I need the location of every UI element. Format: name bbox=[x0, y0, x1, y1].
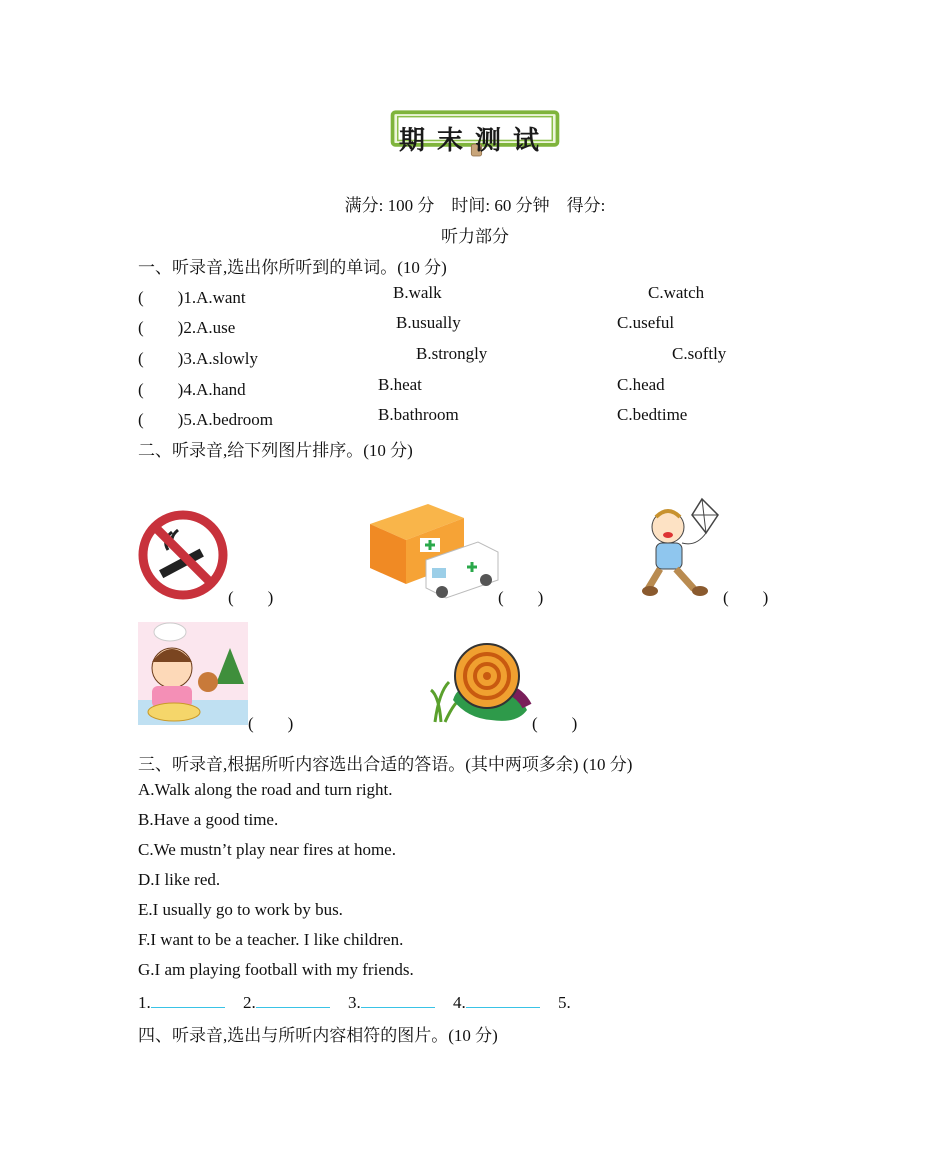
part3-option-g: G.I am playing football with my friends. bbox=[138, 960, 414, 979]
part3-option-c: C.We mustn’t play near fires at home. bbox=[138, 840, 396, 859]
part1-item-4-b: B.heat bbox=[378, 375, 422, 394]
answer-blank-4[interactable] bbox=[466, 991, 540, 1008]
section-label: 听力部分 bbox=[441, 227, 509, 246]
score-time-line: 满分: 100 分 时间: 60 分钟 得分: bbox=[344, 196, 606, 215]
picture-5-blank: ( ) bbox=[532, 714, 578, 733]
answer-label-3: 3. bbox=[348, 993, 361, 1012]
part3-option-f: F.I want to be a teacher. I like children. bbox=[138, 930, 404, 949]
answer-blank-3[interactable] bbox=[361, 991, 435, 1008]
page-title: 期末测试 bbox=[398, 126, 551, 156]
answer-blank-2[interactable] bbox=[256, 991, 330, 1008]
picture-2-blank: ( ) bbox=[498, 588, 544, 607]
hospital-ambulance-icon bbox=[368, 502, 500, 600]
girl-cake-icon bbox=[138, 622, 248, 725]
snail-icon bbox=[425, 640, 533, 726]
part3-option-d: D.I like red. bbox=[138, 870, 221, 889]
answer-row bbox=[138, 991, 571, 1013]
part3-heading: 三、听录音,根据所听内容选出合适的答语。(其中两项多余) (10 分) bbox=[138, 755, 633, 774]
part1-item-2-c: C.useful bbox=[617, 313, 675, 332]
part1-item-4-c: C.head bbox=[617, 375, 665, 394]
part1-item-2-b: B.usually bbox=[396, 313, 461, 332]
answer-label-1: 1. bbox=[138, 993, 151, 1012]
part1-item-4-a: ( )4.A.hand bbox=[138, 380, 246, 399]
part1-item-3-a: ( )3.A.slowly bbox=[138, 349, 258, 368]
answer-blank-1[interactable] bbox=[151, 991, 225, 1008]
answer-label-2: 2. bbox=[243, 993, 256, 1012]
part1-item-5-b: B.bathroom bbox=[378, 405, 459, 424]
part1-item-2-a: ( )2.A.use bbox=[138, 318, 236, 337]
part1-item-3-b: B.strongly bbox=[416, 344, 488, 363]
answer-label-4: 4. bbox=[453, 993, 466, 1012]
part3-option-e: E.I usually go to work by bus. bbox=[138, 900, 343, 919]
picture-1-blank: ( ) bbox=[228, 588, 274, 607]
part1-heading: 一、听录音,选出你所听到的单词。(10 分) bbox=[138, 258, 447, 277]
part3-option-a: A.Walk along the road and turn right. bbox=[138, 780, 393, 799]
part1-item-1-b: B.walk bbox=[393, 283, 442, 302]
picture-3-blank: ( ) bbox=[723, 588, 769, 607]
part1-item-5-c: C.bedtime bbox=[617, 405, 688, 424]
part1-item-1-c: C.watch bbox=[648, 283, 705, 302]
answer-label-5: 5. bbox=[558, 993, 571, 1012]
part1-item-3-c: C.softly bbox=[672, 344, 727, 363]
part2-heading: 二、听录音,给下列图片排序。(10 分) bbox=[138, 441, 413, 460]
boy-kite-icon bbox=[642, 497, 722, 599]
no-smoking-icon bbox=[138, 510, 228, 600]
part1-item-1-a: ( )1.A.want bbox=[138, 288, 246, 307]
part4-heading: 四、听录音,选出与所听内容相符的图片。(10 分) bbox=[138, 1026, 498, 1045]
title-banner bbox=[362, 110, 588, 162]
picture-4-blank: ( ) bbox=[248, 714, 294, 733]
part3-option-b: B.Have a good time. bbox=[138, 810, 279, 829]
part1-item-5-a: ( )5.A.bedroom bbox=[138, 410, 274, 429]
